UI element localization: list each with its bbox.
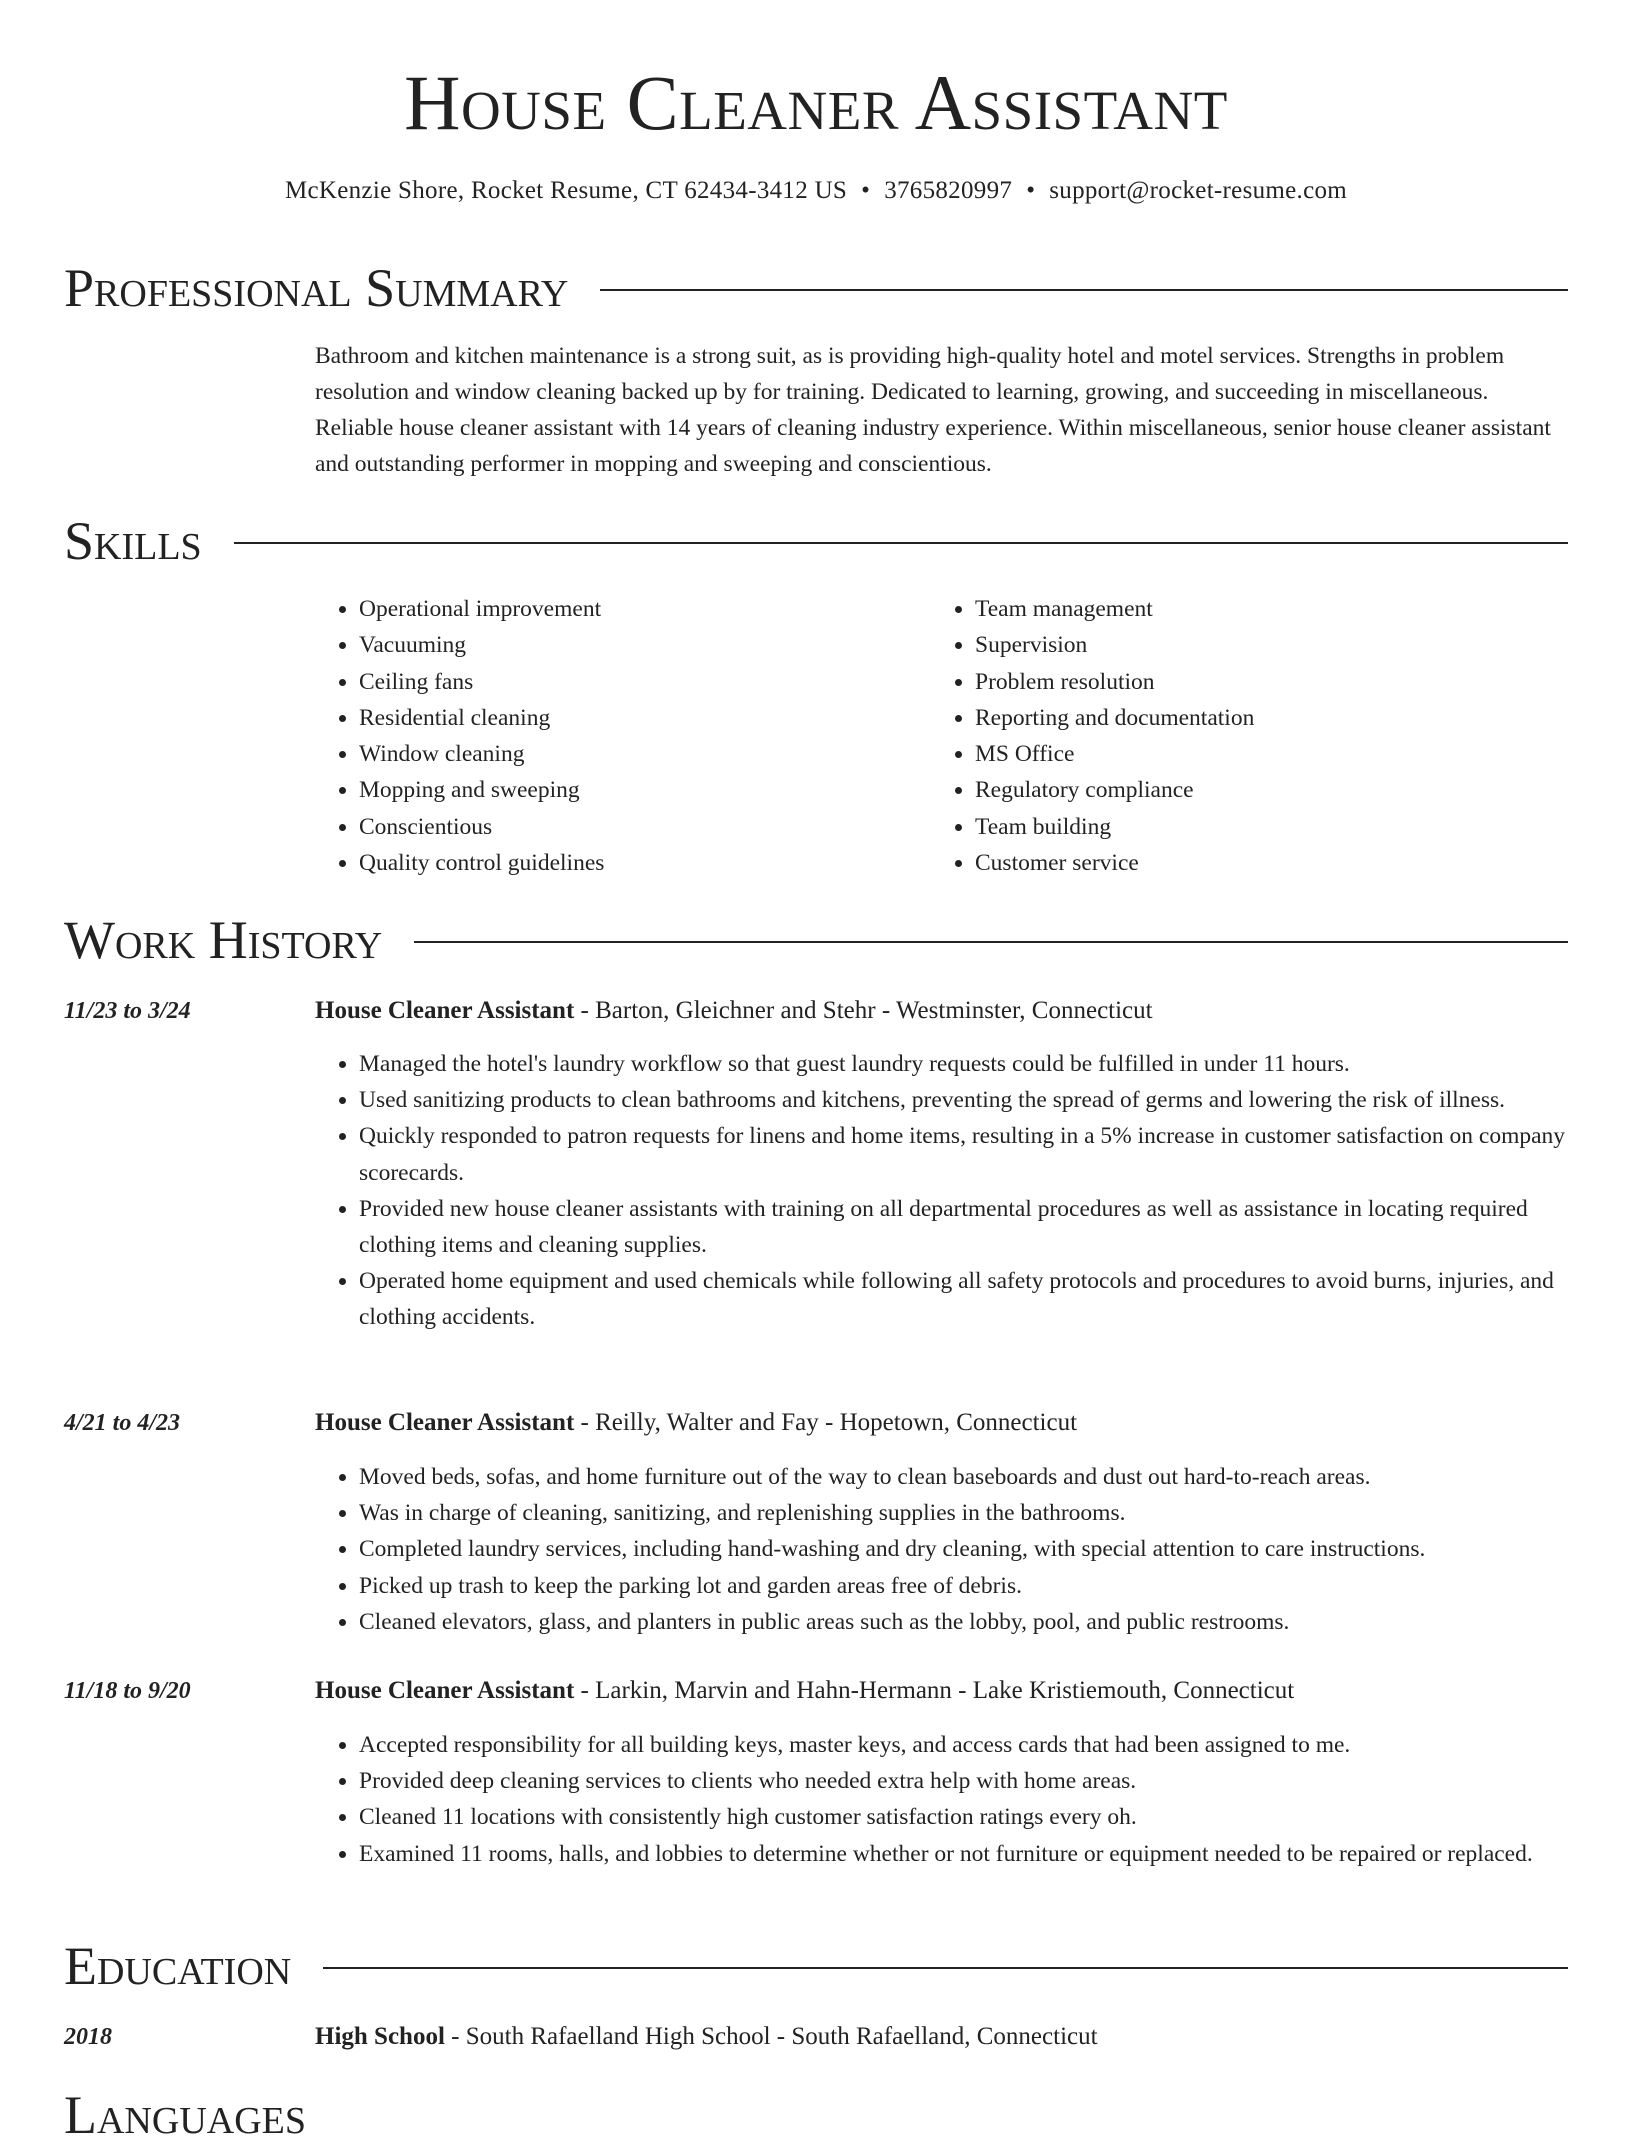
job-bullet: • Picked up trash to keep the parking lot and garden areas free of debris. (359, 1568, 1609, 1604)
job-bullet: • Provided deep cleaning services to clients who needed extra help with home areas. (359, 1763, 1609, 1799)
skill-item: • Team management (975, 591, 1254, 627)
job-bullet: • Provided new house cleaner assistants with training on all departmental procedures as well as assistance in locating required clothing items and cleaning supplies. (359, 1191, 1609, 1263)
skill-item: • Quality control guidelines (359, 845, 604, 881)
skill-item: • Ceiling fans (359, 664, 604, 700)
contact-separator: • (861, 177, 871, 204)
summary-paragraph: Bathroom and kitchen maintenance is a strong suit, as is providing high-quality hotel and motel services. Strengths in problem resolution and window cleaning backed up by for training. Dedicated to learning, growing, and succeeding in miscellaneous. Reliable house cleaner assistant with 14 years of cleaning industry experience. Within miscellaneous, senior house cleaner assistant and outstanding performer in mopping and sweeping and conscientious. (315, 343, 1551, 477)
skill-item: • Supervision (975, 627, 1254, 663)
skill-item: • Vacuuming (359, 627, 604, 663)
skill-item: • Problem resolution (975, 664, 1254, 700)
education-date: 2018 (64, 2024, 112, 2050)
job-bullet: • Was in charge of cleaning, sanitizing, and replenishing supplies in the bathrooms. (359, 1495, 1609, 1531)
skill-item: • Window cleaning (359, 736, 604, 772)
skills-list-left (315, 591, 604, 881)
section-heading-label: Professional Summary (64, 258, 569, 318)
skill-item: • Mopping and sweeping (359, 772, 604, 808)
education-heading (315, 2020, 1098, 2054)
job-bullet: • Operated home equipment and used chemicals while following all safety protocols and procedures to avoid burns, injuries, and clothing accidents. (359, 1263, 1609, 1335)
contact-address: McKenzie Shore, Rocket Resume, CT 62434-3412 US (284, 177, 848, 204)
job-bullet-list (315, 1459, 1609, 1640)
job-employer: - Reilly, Walter and Fay - Hopetown, Connecticut (574, 1409, 1078, 1436)
skill-item: • Operational improvement (359, 591, 604, 627)
job-bullet-list (315, 1046, 1609, 1336)
skill-item: • Regulatory compliance (975, 772, 1254, 808)
section-heading-skills (64, 509, 1568, 573)
job-heading (315, 1674, 1294, 1708)
job-bullet: • Quickly responded to patron requests for linens and home items, resulting in a 5% increase in customer satisfaction on company scorecards. (359, 1118, 1609, 1190)
skill-item: • Reporting and documentation (975, 700, 1254, 736)
education-degree: High School (315, 2023, 445, 2050)
job-date: 4/21 to 4/23 (64, 1410, 181, 1436)
section-heading-label: Work History (64, 910, 383, 970)
skill-item: • Customer service (975, 845, 1254, 881)
contact-line (0, 174, 1632, 208)
section-heading-work-history (64, 908, 1568, 972)
section-divider (323, 1967, 1568, 1969)
job-employer: - Larkin, Marvin and Hahn-Hermann - Lake Kristiemouth, Connecticut (574, 1677, 1295, 1704)
job-heading (315, 994, 1153, 1028)
job-title: House Cleaner Assistant (315, 1677, 575, 1704)
job-date: 11/18 to 9/20 (64, 1678, 191, 1704)
job-bullet: • Cleaned elevators, glass, and planters in public areas such as the lobby, pool, and public restrooms. (359, 1604, 1609, 1640)
job-bullet-list (315, 1727, 1609, 1872)
section-heading-languages: Languages (64, 2085, 306, 2145)
skill-item: • Conscientious (359, 809, 604, 845)
job-bullet: • Managed the hotel's laundry workflow so that guest laundry requests could be fulfilled in under 11 hours. (359, 1046, 1609, 1082)
section-heading-label: Education (64, 1936, 292, 1996)
job-bullet: • Used sanitizing products to clean bathrooms and kitchens, preventing the spread of germs and lowering the risk of illness. (359, 1082, 1609, 1118)
section-heading-summary (64, 256, 1568, 320)
section-divider (234, 542, 1568, 544)
job-bullet: • Moved beds, sofas, and home furniture out of the way to clean baseboards and dust out hard-to-reach areas. (359, 1459, 1609, 1495)
education-school: - South Rafaelland High School - South Rafaelland, Connecticut (444, 2023, 1098, 2050)
contact-separator: • (1026, 177, 1036, 204)
section-heading-education (64, 1934, 1568, 1998)
job-employer: - Barton, Gleichner and Stehr - Westminster, Connecticut (574, 997, 1153, 1024)
job-heading (315, 1406, 1077, 1440)
job-bullet: • Cleaned 11 locations with consistently high customer satisfaction ratings every oh. (359, 1799, 1609, 1835)
job-bullet: • Examined 11 rooms, halls, and lobbies to determine whether or not furniture or equipment needed to be repaired or replaced. (359, 1836, 1609, 1872)
job-bullet: • Completed laundry services, including hand-washing and dry cleaning, with special attention to care instructions. (359, 1531, 1609, 1567)
skill-item: • Team building (975, 809, 1254, 845)
resume-title: House Cleaner Assistant (404, 59, 1228, 146)
job-bullet: • Accepted responsibility for all building keys, master keys, and access cards that had been assigned to me. (359, 1727, 1609, 1763)
job-title: House Cleaner Assistant (315, 1409, 575, 1436)
skills-list-right (931, 591, 1254, 881)
job-title: House Cleaner Assistant (315, 997, 575, 1024)
section-divider (414, 941, 1568, 943)
section-divider (600, 289, 1568, 291)
contact-email: support@rocket-resume.com (1049, 177, 1348, 204)
skill-item: • MS Office (975, 736, 1254, 772)
section-heading-label: Skills (64, 511, 202, 571)
job-date: 11/23 to 3/24 (64, 998, 191, 1024)
contact-phone: 3765820997 (884, 177, 1013, 204)
skill-item: • Residential cleaning (359, 700, 604, 736)
